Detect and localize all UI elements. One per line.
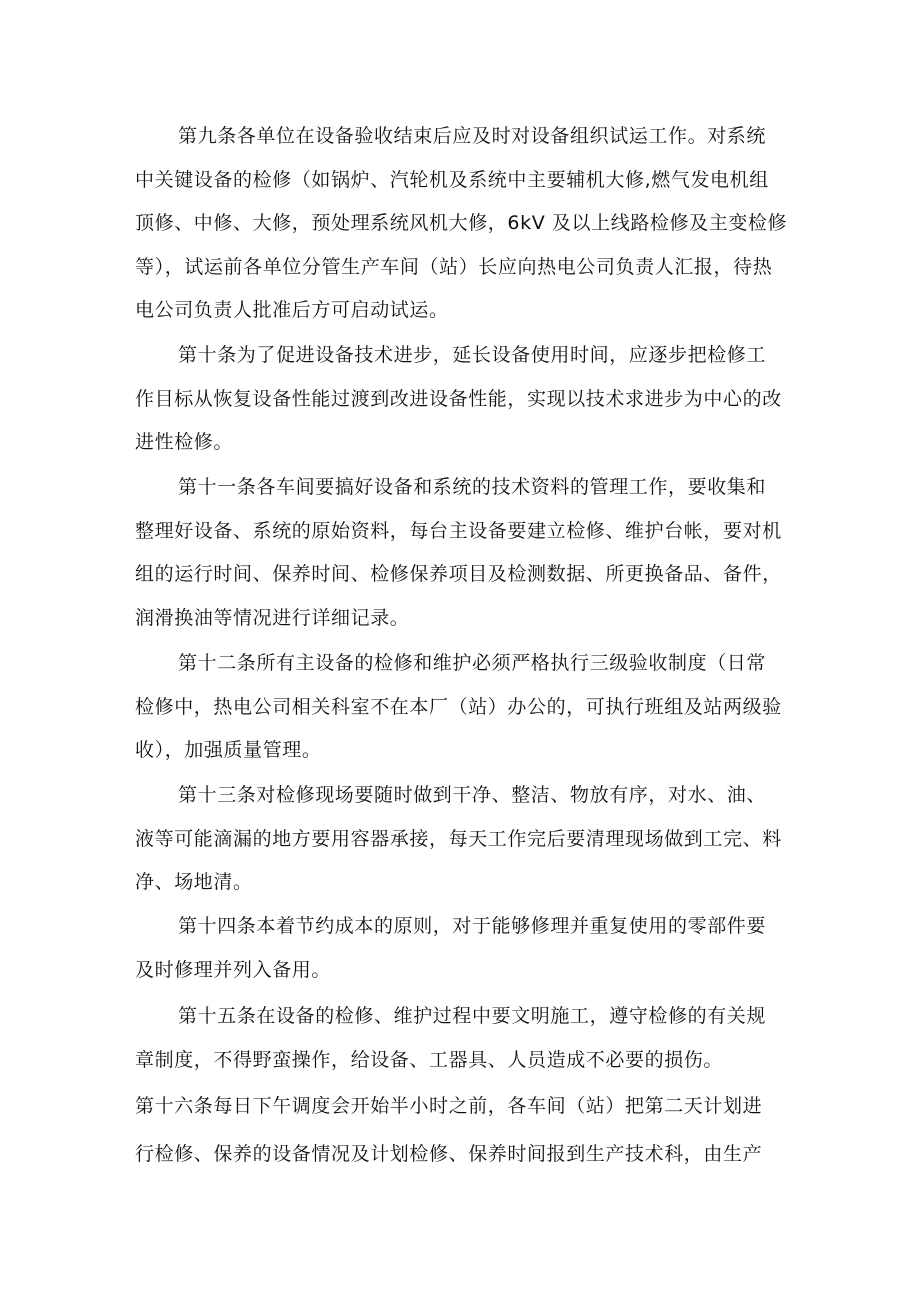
article-9-line-1: 第九条各单位在设备验收结束后应及时对设备组织试运工作。对系统 <box>178 125 767 147</box>
article-14-line-2: 及时修理并列入备用。 <box>135 959 332 981</box>
article-10-line-2: 作目标从恢复设备性能过渡到改进设备性能，实现以技术求进步为中心的改 <box>135 388 782 410</box>
article-16-line-2: 行检修、保养的设备情况及计划检修、保养时间报到生产技术科，由生产 <box>135 1143 763 1165</box>
article-9-line-3: 顶修、中修、大修，预处理系统风机大修，6kV 及以上线路检修及主变检修 <box>135 212 788 234</box>
article-12-line-3: 收），加强质量管理。 <box>135 739 322 761</box>
article-9-line-2: 中关键设备的检修（如锅炉、汽轮机及系统中主要辅机大修,燃气发电机组 <box>135 169 769 191</box>
article-12-line-1: 第十二条所有主设备的检修和维护必须严格执行三级验收制度（日常 <box>178 652 767 674</box>
article-9-line-4: 等），试运前各单位分管生产车间（站）长应向热电公司负责人汇报，待热 <box>135 256 773 278</box>
article-12-line-2: 检修中，热电公司相关科室不在本厂（站）办公的，可执行班组及站两级验 <box>135 696 782 718</box>
article-15-line-2: 章制度，不得野蛮操作，给设备、工器具、人员造成不必要的损伤。 <box>135 1049 724 1071</box>
article-11-line-3: 组的运行时间、保养时间、检修保养项目及检测数据、所更换备品、备件， <box>135 563 782 585</box>
article-14-line-1: 第十四条本着节约成本的原则，对于能够修理并重复使用的零部件要 <box>178 915 767 937</box>
article-11-line-2: 整理好设备、系统的原始资料，每台主设备要建立检修、维护台帐，要对机 <box>135 520 782 542</box>
article-10-line-3: 进性检修。 <box>135 431 234 453</box>
article-16-line-1: 第十六条每日下午调度会开始半小时之前，各车间（站）把第二天计划进 <box>135 1095 763 1117</box>
article-11-line-1: 第十一条各车间要搞好设备和系统的技术资料的管理工作，要收集和 <box>178 476 767 498</box>
article-13-line-1: 第十三条对检修现场要随时做到干净、整洁、物放有序，对水、油、 <box>178 784 767 806</box>
article-13-line-2: 液等可能滴漏的地方要用容器承接，每天工作完后要清理现场做到工完、料 <box>135 828 782 850</box>
article-11-line-4: 润滑换油等情况进行详细记录。 <box>135 607 410 629</box>
article-15-line-1: 第十五条在设备的检修、维护过程中要文明施工，遵守检修的有关规 <box>178 1005 767 1027</box>
article-10-line-1: 第十条为了促进设备技术进步，延长设备使用时间，应逐步把检修工 <box>178 344 767 366</box>
article-9-line-5: 电公司负责人批准后方可启动试运。 <box>135 299 449 321</box>
article-13-line-3: 净、场地清。 <box>135 871 253 893</box>
